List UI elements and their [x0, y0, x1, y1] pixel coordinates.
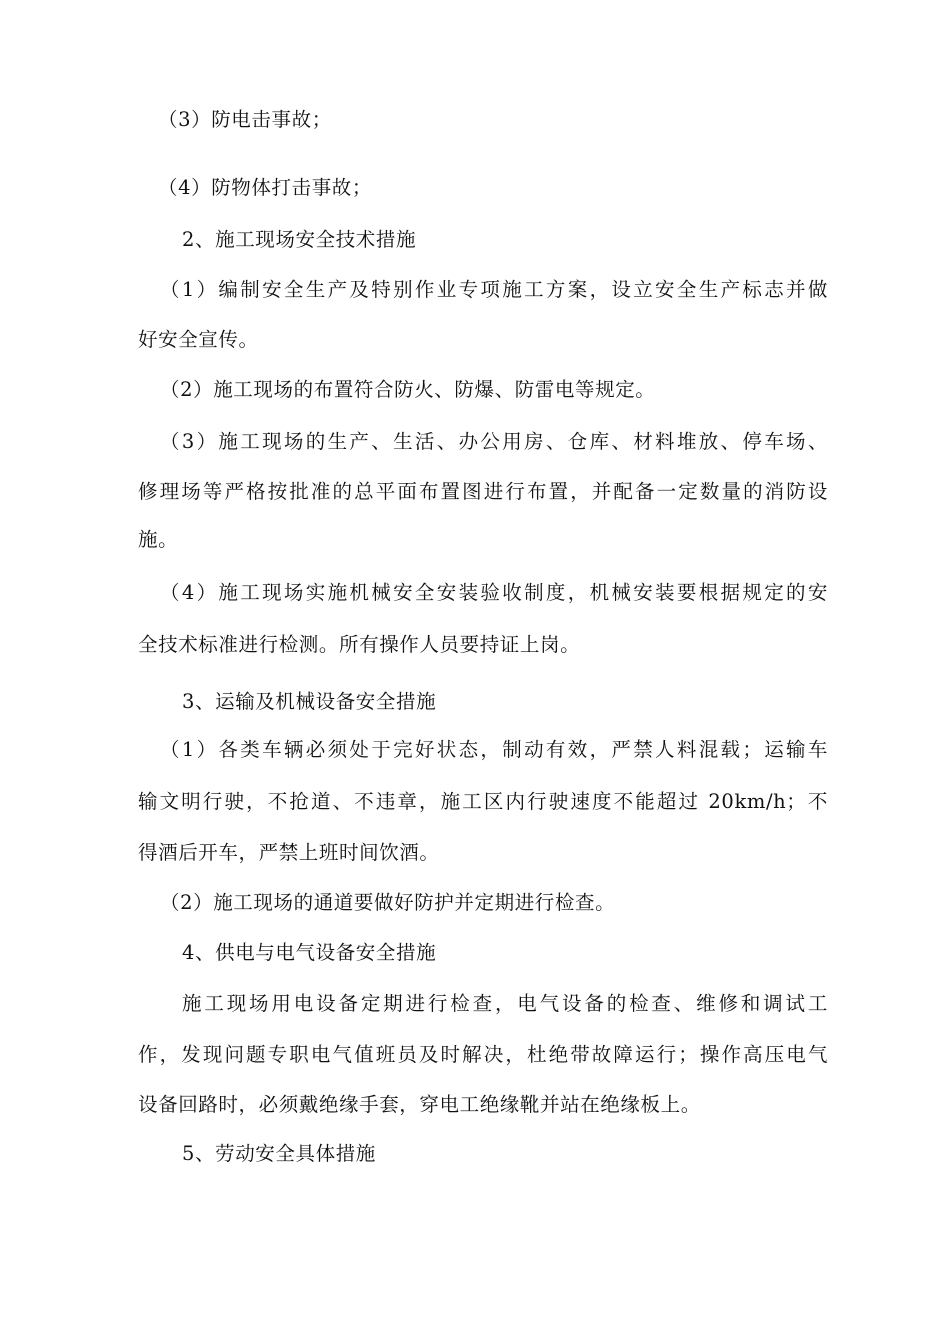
paragraph-line: 得酒后开车，严禁上班时间饮酒。 [138, 841, 440, 864]
paragraph-line: 施。 [138, 528, 179, 551]
section-heading: 5、劳动安全具体措施 [182, 1142, 376, 1165]
section-heading: 4、供电与电气设备安全措施 [182, 941, 437, 964]
paragraph-line: 设备回路时，必须戴绝缘手套，穿电工绝缘靴并站在绝缘板上。 [138, 1093, 701, 1116]
paragraph-line: 输文明行驶，不抢道、不违章，施工区内行驶速度不能超过 20km/h；不 [138, 790, 828, 813]
paragraph-line: （4）防物体打击事故； [158, 176, 373, 199]
paragraph-line: 修理场等严格按批准的总平面布置图进行布置，并配备一定数量的消防设 [138, 480, 828, 503]
paragraph-line: （4）施工现场实施机械安全安装验收制度，机械安装要根据规定的安 [160, 581, 828, 604]
paragraph-line: 全技术标准进行检测。所有操作人员要持证上岗。 [138, 633, 581, 656]
paragraph-line: （3）防电击事故； [158, 108, 332, 131]
paragraph-line: （2）施工现场的布置符合防火、防爆、防雷电等规定。 [160, 378, 656, 401]
paragraph-line: （2）施工现场的通道要做好防护并定期进行检查。 [160, 891, 616, 914]
paragraph-line: 好安全宣传。 [138, 328, 259, 351]
paragraph-line: （1）编制安全生产及特别作业专项施工方案，设立安全生产标志并做 [160, 278, 828, 301]
paragraph-line: 作，发现问题专职电气值班员及时解决，杜绝带故障运行；操作高压电气 [138, 1043, 828, 1066]
paragraph-line: （3）施工现场的生产、生活、办公用房、仓库、材料堆放、停车场、 [160, 430, 828, 453]
section-heading: 2、施工现场安全技术措施 [182, 228, 417, 251]
section-heading: 3、运输及机械设备安全措施 [182, 690, 437, 713]
paragraph-line: 施工现场用电设备定期进行检查，电气设备的检查、维修和调试工 [182, 992, 828, 1015]
paragraph-line: （1）各类车辆必须处于完好状态，制动有效，严禁人料混载；运输车 [160, 738, 828, 761]
